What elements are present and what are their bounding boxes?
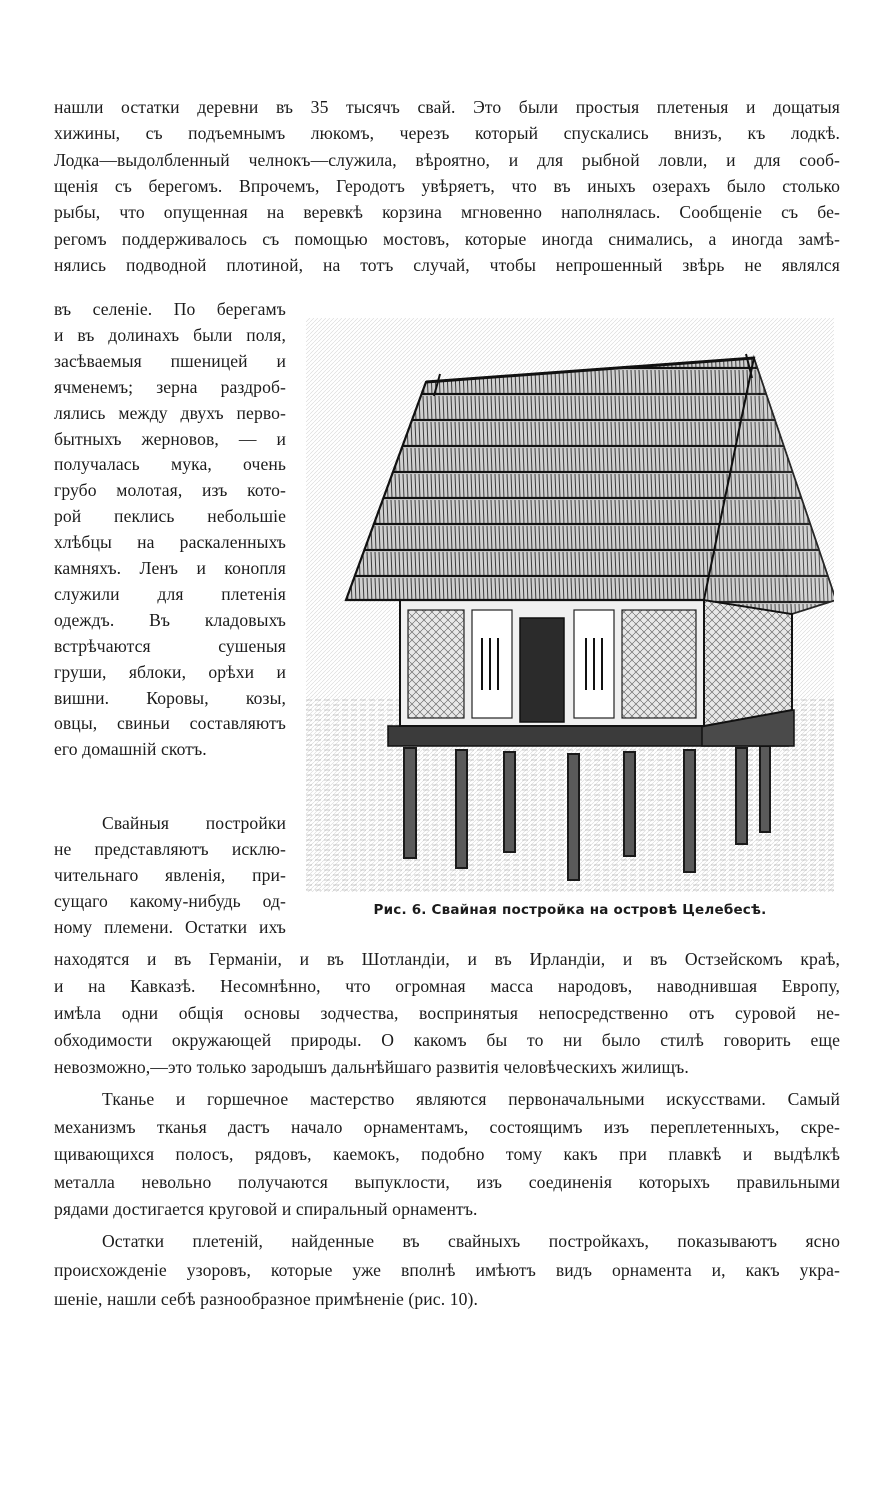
text-line: находятся и въ Германіи, и въ Шотландіи, и въ Ирландіи, и въ Остзейскомъ краѣ, <box>54 949 840 969</box>
text-line: хлѣбцы на раскаленныхъ <box>54 532 286 553</box>
text-line: груши, яблоки, орѣхи и <box>54 661 286 682</box>
text-line: Тканье и горшечное мастерство являются первоначальными искусствами. Самый <box>102 1089 840 1109</box>
text-line: нялись подводной плотиной, на тотъ случай, чтобы непрошенный звѣрь не являлся <box>54 254 840 275</box>
text-line: лялись между двухъ перво- <box>54 402 286 423</box>
text-line: рой пеклись небольшіе <box>54 506 286 527</box>
text-line: рыбы, что опущенная на веревкѣ корзина мгновенно наполнялась. Сообщеніе съ бе- <box>54 202 840 223</box>
text-line: ному племени. Остатки ихъ <box>54 917 286 937</box>
text-line: Лодка—выдолбленный челнокъ—служила, вѣроятно, и для рыбной ловли, и для сооб- <box>54 149 840 170</box>
text-line: сущаго какому-нибудь од- <box>54 891 286 911</box>
text-line: въ селеніе. По берегамъ <box>54 299 286 319</box>
text-line: и въ долинахъ были поля, <box>54 324 286 345</box>
text-line: щивающихся полосъ, рядовъ, каемокъ, подобно тому какъ при плавкѣ и выдѣлкѣ <box>54 1144 840 1164</box>
text-line: шеніе, нашли себѣ разнообразное примѣненіе (рис. 10). <box>54 1289 478 1309</box>
text-line: имѣла одни общія основы зодчества, воспринятыя непосредственно отъ суровой не- <box>54 1003 840 1023</box>
text-line: его домашній скотъ. <box>54 739 207 760</box>
text-line: невозможно,—это только зародышъ дальнѣйшаго развитія человѣческихъ жилищъ. <box>54 1057 689 1077</box>
text-line: получалась мука, очень <box>54 454 286 475</box>
text-line: нашли остатки деревни въ 35 тысячъ свай. Это были простыя плетеныя и дощатыя <box>54 97 840 117</box>
text-line: грубо молотая, изъ кото- <box>54 480 286 501</box>
text-line: Свайныя постройки <box>102 813 286 833</box>
text-line: чительнаго явленія, при- <box>54 865 286 885</box>
text-line: и на Кавказѣ. Несомнѣнно, что огромная масса народовъ, наводнившая Европу, <box>54 976 840 996</box>
text-line: засѣваемыя пшеницей и <box>54 350 286 371</box>
text-line: камняхъ. Ленъ и конопля <box>54 558 286 578</box>
text-line: рядами достигается круговой и спиральный орнаментъ. <box>54 1199 478 1219</box>
text-line: обходимости окружающей природы. О какомъ бы то ни было стилѣ говорить еще <box>54 1030 840 1050</box>
text-line: одеждъ. Въ кладовыхъ <box>54 609 286 630</box>
text-line: регомъ поддерживалось съ помощью мостовъ, которые иногда снимались, а иногда замѣ- <box>54 228 840 249</box>
text-line: не представляютъ исклю- <box>54 839 286 859</box>
text-line: бытныхъ жерновов, — и <box>54 428 286 449</box>
text-line: Остатки плетеній, найденные въ свайныхъ постройкахъ, показываютъ ясно <box>102 1231 840 1251</box>
text-line: вишни. Коровы, козы, <box>54 687 286 708</box>
text-line: металла невольно получаются выпуклости, изъ соединенія которыхъ правильными <box>54 1171 840 1192</box>
text-line: происхожденіе узоровъ, которые уже вполнѣ имѣютъ видъ орнамента и, какъ укра- <box>54 1260 840 1280</box>
text-line: щенія съ берегомъ. Впрочемъ, Геродотъ увѣряетъ, что въ иныхъ озерахъ было столько <box>54 175 840 196</box>
text-line: овцы, свиньи составляютъ <box>54 713 286 734</box>
figure-caption: Рис. 6. Свайная постройка на островѣ Целебесѣ. <box>373 902 767 918</box>
stilt-house-illustration <box>306 318 834 892</box>
text-line: служили для плетенія <box>54 583 286 604</box>
text-line: механизмъ тканья дастъ начало орнаментамъ, состоящимъ изъ переплетенныхъ, скре- <box>54 1116 840 1137</box>
text-line: встрѣчаются сушеныя <box>54 635 286 656</box>
text-line: ячменемъ; зерна раздроб- <box>54 376 286 397</box>
text-line: хижины, съ подъемнымъ люкомъ, черезъ который спускались внизъ, къ лодкѣ. <box>54 123 840 144</box>
